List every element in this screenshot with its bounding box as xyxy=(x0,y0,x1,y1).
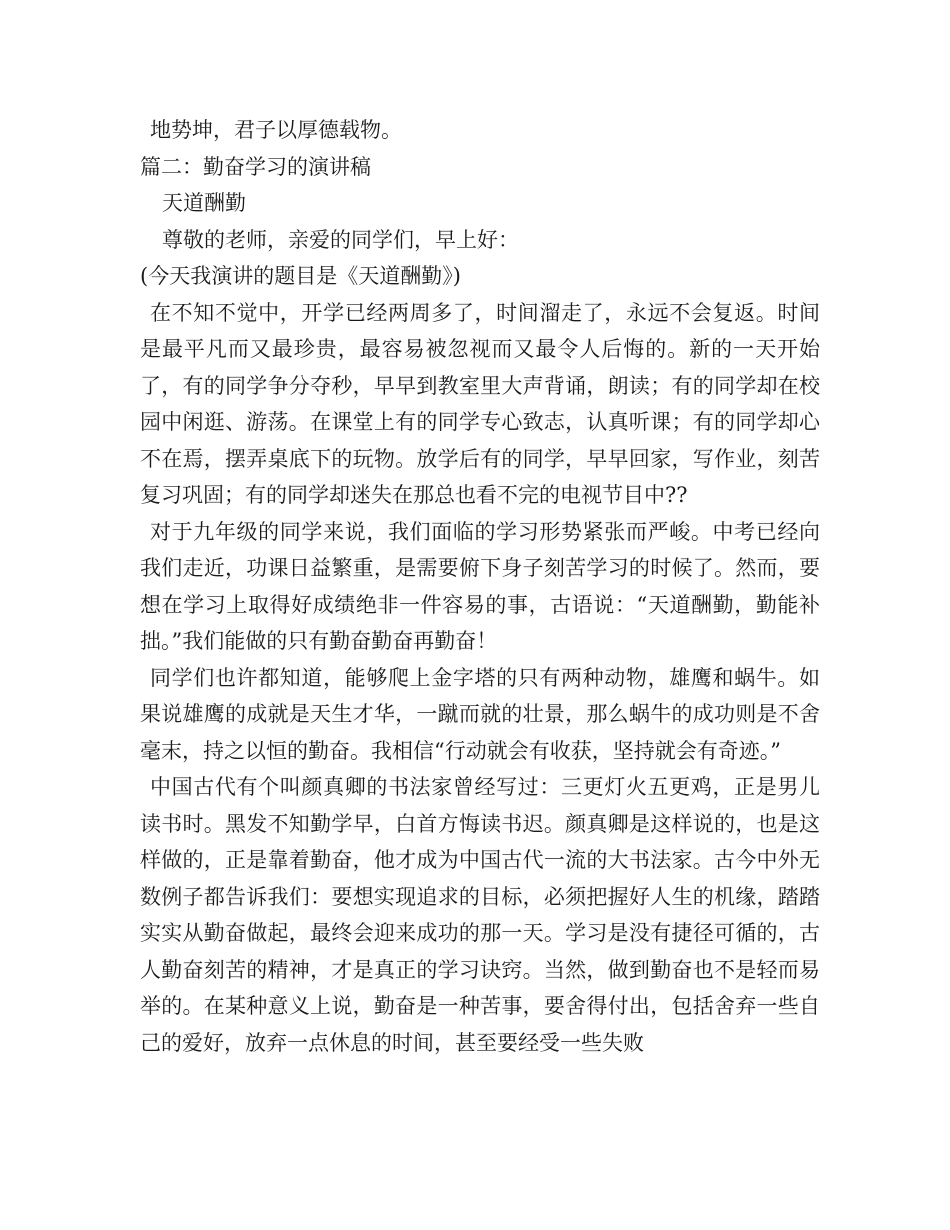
closing-line: 地势坤，君子以厚德载物。 xyxy=(150,118,402,142)
greeting-line: 尊敬的老师，亲爱的同学们，早上好： xyxy=(162,227,519,252)
paragraph: 同学们也许都知道，能够爬上金字塔的只有两种动物，雄鹰和蜗牛。如果说雄鹰的成就是天生才华，一蹴而就的壮景，那么蜗牛的成功则是不舍毫末，持之以恒的勤奋。我相信“行动就会有收获，坚持就会有奇迹。” xyxy=(140,665,820,763)
section-heading: 篇二：勤奋学习的演讲稿 xyxy=(140,154,371,179)
paragraph: 中国古代有个叫颜真卿的书法家曾经写过：三更灯火五更鸡，正是男儿读书时。黑发不知勤学早，白首方悔读书迟。颜真卿是这样说的，也是这样做的，正是靠着勤奋，他才成为中国古代一流的大书法家。古今中外无数例子都告诉我们：要想实现追求的目标，必须把握好人生的机缘，踏踏实实从勤奋做起，最终会迎来成功的那一天。学习是没有捷径可循的，古人勤奋刻苦的精神，才是真正的学习诀窍。当然，做到勤奋也不是轻而易举的。在某种意义上说，勤奋是一种苦事，要舍得付出，包括舍弃一些自己的爱好，放弃一点休息的时间，甚至要经受一些失败 xyxy=(140,775,820,1055)
paragraph: 在不知不觉中，开学已经两周多了，时间溜走了，永远不会复返。时间是最平凡而又最珍贵，最容易被忽视而又最令人后悔的。新的一天开始了，有的同学争分夺秒，早早到教室里大声背诵，朗读；有的同学却在校园中闲逛、游荡。在课堂上有的同学专心致志，认真听课；有的同学却心不在焉，摆弄桌底下的玩物。放学后有的同学，早早回家，写作业，刻苦复习巩固；有的同学却迷失在那总也看不完的电视节目中?? xyxy=(140,300,820,507)
document-body xyxy=(140,112,820,1061)
intro-line: (今天我演讲的题目是《天道酬勤》) xyxy=(140,264,461,288)
speech-title: 天道酬勤 xyxy=(162,191,246,215)
paragraph: 对于九年级的同学来说，我们面临的学习形势紧张而严峻。中考已经向我们走近，功课日益繁重，是需要俯下身子刻苦学习的时候了。然而，要想在学习上取得好成绩绝非一件容易的事，古语说：“天道酬勤，勤能补拙。”我们能做的只有勤奋勤奋再勤奋！ xyxy=(140,519,820,653)
